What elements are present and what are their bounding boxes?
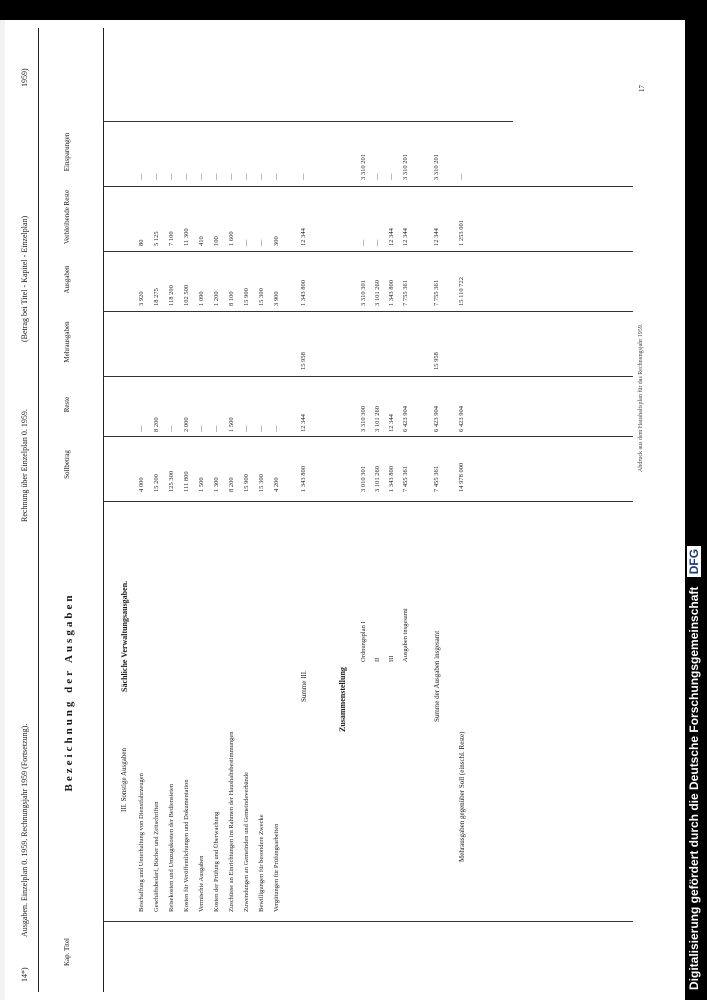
cell-c2: 2 000: [183, 417, 190, 432]
cell-c6: —: [388, 173, 395, 180]
cell-c5: —: [258, 239, 265, 246]
scan-top-border: [0, 0, 707, 20]
cell-c3: 15 958: [300, 352, 307, 370]
cell-c6: 3 310 201: [360, 154, 367, 180]
header-left-number: 14*): [20, 967, 29, 982]
cell-c2: 3 101 260: [374, 406, 381, 432]
row-label: Ausgaben insgesamt: [402, 608, 409, 662]
cell-c2: 3 310 300: [360, 406, 367, 432]
row-label: Bewilligungen für besondere Zwecke: [258, 814, 265, 912]
col-ausgaben: Ausgaben: [63, 265, 71, 294]
cell-c1: 111 800: [183, 471, 190, 492]
cell-c6: —: [138, 173, 145, 180]
cell-c4: 1 343 800: [300, 280, 307, 306]
page-header: [8, 28, 38, 992]
cell-c2: —: [198, 425, 205, 432]
cell-c2: 12 344: [300, 414, 307, 432]
row-label: Geschäftsbedarf, Bücher und Zeitschriften: [153, 801, 160, 912]
cell-c5: 12 344: [388, 228, 395, 246]
cell-c4: 1 343 800: [388, 280, 395, 306]
cell-c4: 3 101 260: [374, 280, 381, 306]
row-label: Vermischte Ausgaben: [198, 855, 205, 912]
cell-c1: 7 455 361: [433, 466, 440, 492]
cell-c2: —: [243, 425, 250, 432]
row-label: Ordnungsplan I: [360, 621, 367, 662]
cell-c4: 15 300: [258, 288, 265, 306]
col-reste: Reste: [63, 396, 71, 413]
cell-c4: 102 500: [183, 284, 190, 306]
digitization-notice-text: Digitalisierung gefördert durch die Deutsche Forschungsgemeinschaft: [687, 586, 701, 990]
cell-c4: 3 900: [273, 291, 280, 306]
cell-c5: 1 600: [228, 231, 235, 246]
cell-c6: —: [258, 173, 265, 180]
column-title-bezeichnung: Bezeichnung der Ausgaben: [63, 592, 75, 792]
scan-left-margin: [0, 20, 5, 1000]
footer-note: Abdruck aus dem Haushaltsplan für das Rechnungsjahr 1959.: [638, 323, 644, 472]
row-label: Zuschüsse an Einrichtungen im Rahmen der Haushaltsbestimmungen: [228, 731, 235, 912]
cell-c6: —: [458, 173, 465, 180]
cell-c4: 7 755 361: [433, 280, 440, 306]
cell-c5: 410: [198, 236, 205, 246]
cell-c5: 7 100: [168, 231, 175, 246]
cell-c4: 3 920: [138, 291, 145, 306]
cell-c5: 11 300: [183, 228, 190, 246]
cell-c2: —: [258, 425, 265, 432]
row-label: Vergütungen für Prüfungsarbeiten: [273, 823, 280, 912]
col-verbleibende-reste: Verbleibende Reste: [63, 189, 71, 245]
dfg-logo: DFG: [687, 546, 701, 577]
cell-c1: 1 343 800: [388, 466, 395, 492]
cell-c1: 15 300: [258, 474, 265, 492]
cell-c5: —: [243, 239, 250, 246]
cell-c6: —: [168, 173, 175, 180]
rotated-document-page: [8, 28, 678, 992]
row-label: Zuwendungen an Gemeinden und Gemeindeverbände: [243, 771, 250, 912]
cell-c2: 1 500: [228, 417, 235, 432]
cell-c6: —: [228, 173, 235, 180]
cell-c5: 100: [213, 236, 220, 246]
row-label: Kosten für Veröffentlichungen und Dokumentation: [183, 779, 190, 912]
cell-c2: 6 423 904: [402, 406, 409, 432]
cell-c4: 15 110 722: [458, 276, 465, 306]
cell-c5: 300: [273, 236, 280, 246]
cell-c2: —: [168, 425, 175, 432]
row-label: Reisekosten und Umzugskosten der Bediensteten: [168, 783, 175, 912]
digitization-sidebar: [685, 0, 707, 1000]
cell-c2: 6 423 904: [458, 406, 465, 432]
cell-c5: 80: [138, 239, 145, 246]
cell-c4: 1 200: [213, 291, 220, 306]
cell-c5: —: [360, 239, 367, 246]
sub-title: III. Sonstige Ausgaben: [120, 748, 128, 812]
row-label: II: [374, 657, 381, 662]
cell-c6: —: [300, 173, 307, 180]
summary-title: Zusammenstellung: [338, 667, 347, 732]
cell-c1: 1 300: [213, 477, 220, 492]
cell-c1: 3 010 301: [360, 466, 367, 492]
header-left-text: Ausgaben. Einzelplan 0. 1959. Rechnungsjahr 1959 (Fortsetzung).: [20, 723, 29, 937]
cell-c2: —: [213, 425, 220, 432]
col-kap-titel: Kap. Titel: [63, 938, 71, 967]
cell-c1: 1 343 800: [300, 466, 307, 492]
cell-c6: —: [273, 173, 280, 180]
cell-c6: 3 310 201: [433, 154, 440, 180]
header-rule: [38, 28, 39, 992]
cell-c1: 14 978 000: [458, 462, 465, 492]
row-label: III: [388, 655, 395, 662]
row-label: Beschaffung und Unterhaltung von Dienstfahrzeugen: [138, 773, 145, 912]
grand-label: Mehrausgaben gegenüber Soll (einschl. Reste): [458, 731, 466, 862]
total-label: Summe der Ausgaben insgesamt: [433, 630, 441, 722]
cell-c1: 4 000: [138, 477, 145, 492]
cell-c6: —: [374, 173, 381, 180]
cell-c2: 6 423 904: [433, 406, 440, 432]
digitization-notice: [687, 30, 701, 990]
cell-c1: 7 455 361: [402, 466, 409, 492]
cell-c6: —: [243, 173, 250, 180]
subtotal-label: Summe III.: [300, 670, 308, 702]
cell-c4: 1 090: [198, 291, 205, 306]
cell-c5: 12 344: [300, 228, 307, 246]
cell-c1: 8 200: [228, 477, 235, 492]
cell-c2: —: [138, 425, 145, 432]
cell-c5: 5 125: [153, 231, 160, 246]
cell-c6: —: [198, 173, 205, 180]
header-middle-text: Rechnung über Einzelplan 0. 1959.: [20, 409, 29, 522]
cell-c6: —: [153, 173, 160, 180]
cell-c1: 15 900: [243, 474, 250, 492]
col-sollbetrag: Sollbetrag: [63, 450, 71, 479]
cell-c5: 12 344: [433, 228, 440, 246]
cell-c2: —: [273, 425, 280, 432]
cell-c2: 12 344: [388, 414, 395, 432]
cell-c1: 1 500: [198, 477, 205, 492]
header-right-number: 1959): [20, 68, 29, 87]
cell-c4: 18 275: [153, 288, 160, 306]
cell-c6: 3 310 201: [402, 154, 409, 180]
col-einsparungen: Einsparungen: [63, 132, 71, 172]
cell-c1: 15 200: [153, 474, 160, 492]
cell-c6: —: [183, 173, 190, 180]
cell-c1: 125 300: [168, 470, 175, 492]
cell-c1: 3 101 260: [374, 466, 381, 492]
page-number: 17: [638, 85, 646, 92]
cell-c5: —: [374, 239, 381, 246]
section-title: Sächliche Verwaltungsausgaben.: [120, 580, 129, 692]
column-header-rule: [103, 28, 104, 992]
cell-c4: 3 310 301: [360, 280, 367, 306]
cell-c4: 7 755 361: [402, 280, 409, 306]
cell-c4: 8 100: [228, 291, 235, 306]
cell-c3: 15 958: [433, 352, 440, 370]
cell-c2: 8 200: [153, 417, 160, 432]
cell-c5: 1 253 001: [458, 220, 465, 246]
cell-c4: 118 200: [168, 285, 175, 306]
cell-c5: 12 344: [402, 228, 409, 246]
header-right-text: (Betrag bei Titel - Kapitel - Einzelplan): [20, 215, 29, 342]
cell-c6: —: [213, 173, 220, 180]
row-label: Kosten der Prüfung und Überwachung: [213, 811, 220, 912]
cell-c1: 4 200: [273, 477, 280, 492]
cell-c4: 15 900: [243, 288, 250, 306]
col-mehrausgaben: Mehrausgaben: [63, 321, 71, 363]
